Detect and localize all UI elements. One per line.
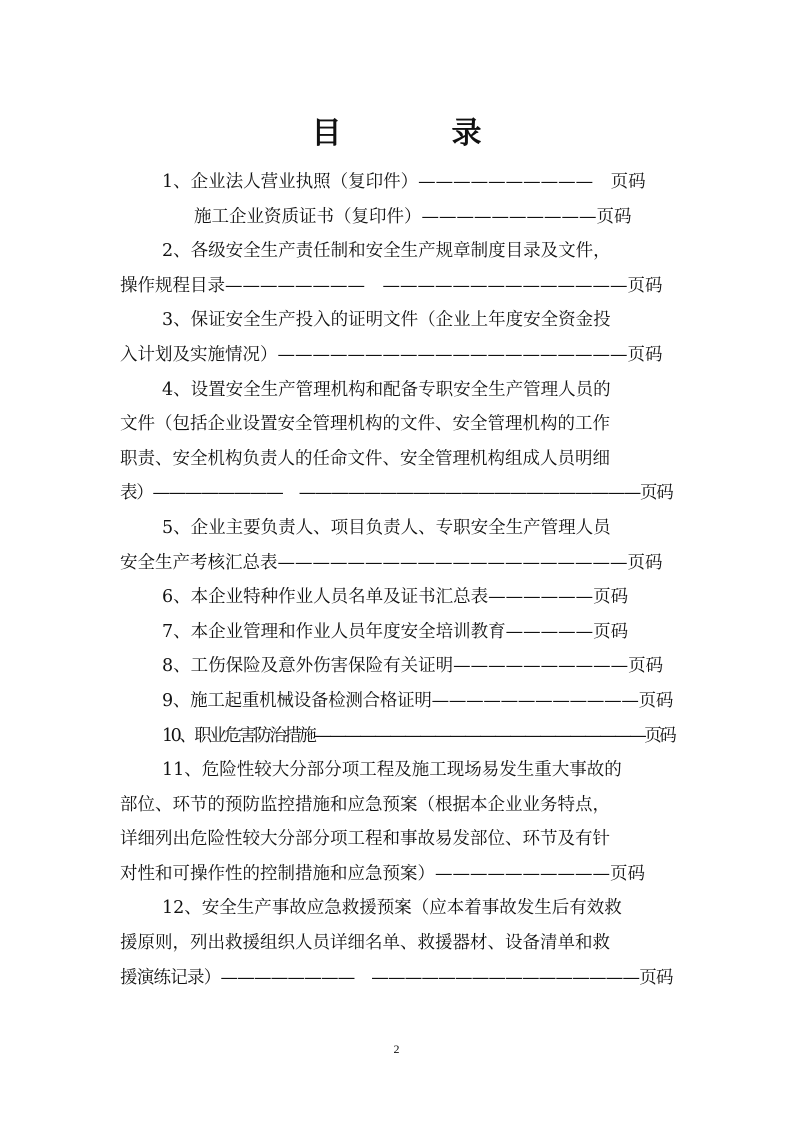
toc-entry-5-cont: 安全生产考核汇总表————————————————————页码 (120, 552, 663, 573)
toc-entry-1b: 施工企业资质证书（复印件）——————————页码 (194, 206, 632, 227)
toc-entry-4: 4、设置安全生产管理机构和配备专职安全生产管理人员的 (162, 379, 611, 400)
toc-entry-5: 5、企业主要负责人、项目负责人、专职安全生产管理人员 (162, 517, 611, 538)
toc-entry-11-cont3: 对性和可操作性的控制措施和应急预案）——————————页码 (120, 863, 645, 884)
toc-entry-4-cont2: 职责、安全机构负责人的任命文件、安全管理机构组成人员明细 (120, 448, 610, 469)
toc-entry-11: 11、危险性较大分部分项工程及施工现场易发生重大事故的 (162, 760, 622, 781)
toc-entry-4-cont3: 表）———————— —————————————————————页码 (120, 483, 673, 504)
toc-entry-2-cont: 操作规程目录———————— ——————————————页码 (120, 275, 663, 296)
toc-entry-9: 9、施工起重机械设备检测合格证明————————————页码 (162, 690, 674, 711)
toc-entry-4-cont1: 文件（包括企业设置安全管理机构的文件、安全管理机构的工作 (120, 414, 610, 435)
table-of-contents (120, 165, 680, 995)
toc-entry-2: 2、各级安全生产责任制和安全生产规章制度目录及文件， (162, 241, 611, 262)
toc-entry-12: 12、安全生产事故应急救援预案（应本着事故发生后有效救 (162, 898, 622, 919)
toc-entry-11-cont2: 详细列出危险性较大分部分项工程和事故易发部位、环节及有针 (120, 829, 610, 850)
toc-entry-1: 1、企业法人营业执照（复印件）—————————— 页码 (162, 172, 646, 192)
page-number: 2 (393, 1042, 400, 1056)
toc-entry-6: 6、本企业特种作业人员名单及证书汇总表——————页码 (162, 587, 629, 608)
toc-entry-3: 3、保证安全生产投入的证明文件（企业上年度安全资金投 (162, 310, 611, 331)
document-title: 目 录 (311, 116, 522, 151)
toc-entry-12-cont1: 援原则，列出救援组织人员详细名单、救援器材、设备清单和救 (120, 933, 610, 954)
toc-entry-11-cont1: 部位、环节的预防监控措施和应急预案（根据本企业业务特点， (120, 794, 610, 815)
toc-entry-7: 7、本企业管理和作业人员年度安全培训教育—————页码 (162, 621, 629, 642)
toc-entry-8: 8、工伤保险及意外伤害保险有关证明——————————页码 (162, 656, 664, 677)
toc-entry-3-cont: 入计划及实施情况）————————————————————页码 (120, 344, 663, 365)
toc-entry-12-cont2: 援演练记录）———————— ————————————————页码 (120, 967, 673, 988)
toc-entry-10: 10、职业危害防治措施——————————————————————页码 (162, 725, 675, 746)
